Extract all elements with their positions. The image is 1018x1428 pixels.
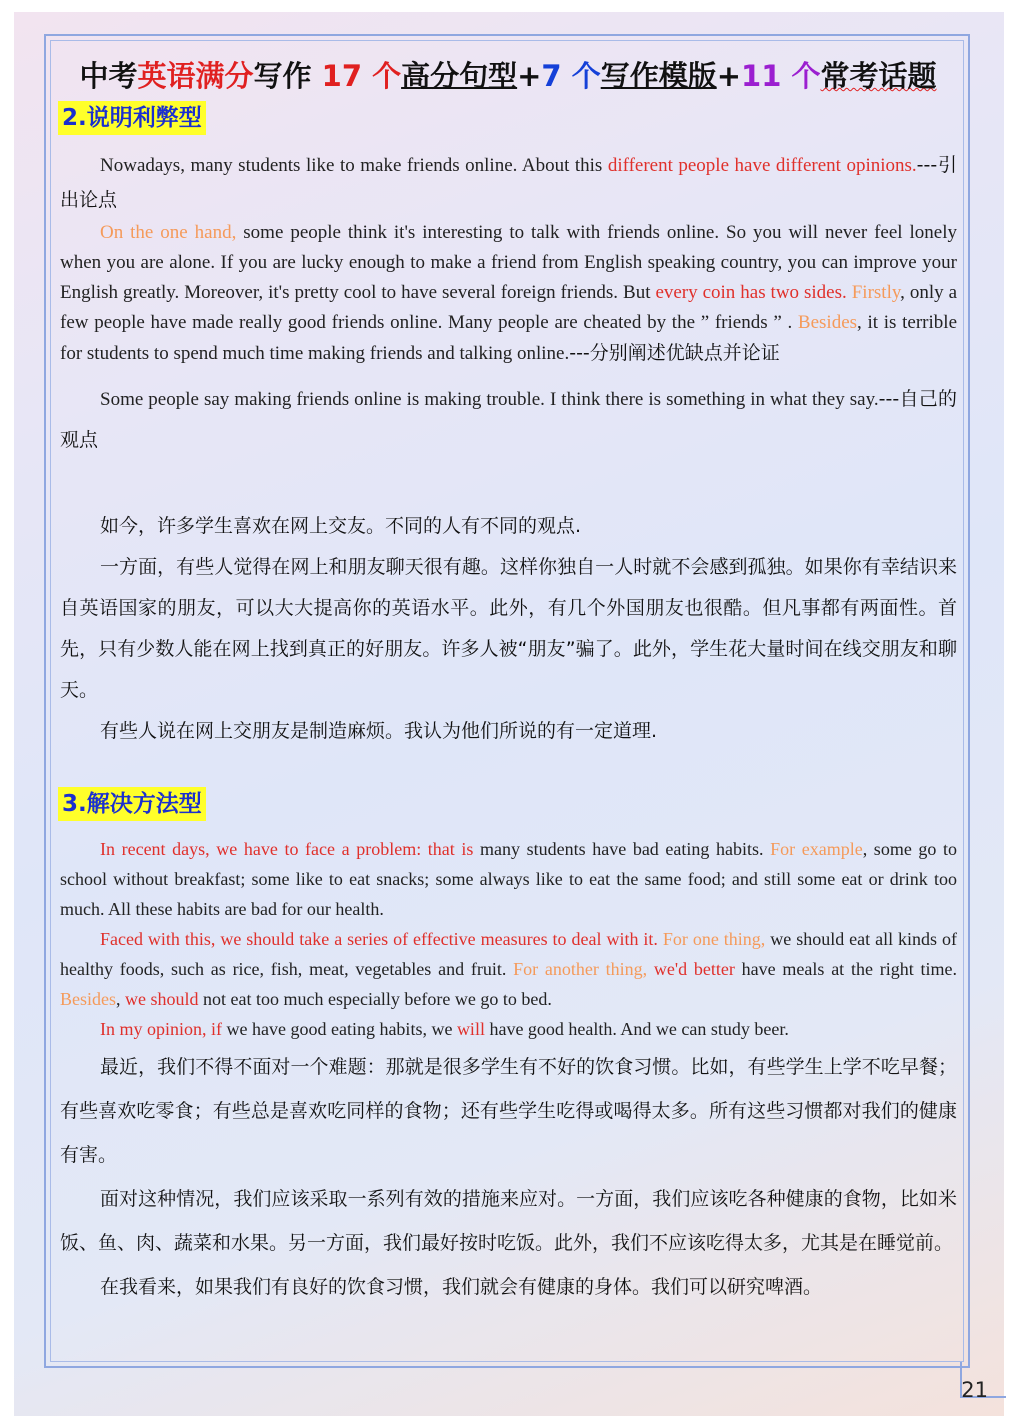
section2-chinese-translation — [60, 506, 957, 752]
section2-english-essay — [60, 148, 957, 461]
translation-paragraph: 有些人说在网上交朋友是制造麻烦。我认为他们所说的有一定道理. — [100, 720, 658, 742]
translation-paragraph: 面对这种情况，我们应该采取一系列有效的措施来应对。一方面，我们应该吃各种健康的食物，比如米饭、鱼、肉、蔬菜和水果。另一方面，我们最好按时吃饭。此外，我们不应该吃得太多，尤其是在睡觉前。 — [60, 1188, 957, 1254]
translation-paragraph: 最近，我们不得不面对一个难题：那就是很多学生有不好的饮食习惯。比如，有些学生上学不吃早餐；有些喜欢吃零食；有些总是喜欢吃同样的食物；还有些学生吃得或喝得太多。所有这些习惯都对我们的健康有害。 — [60, 1056, 957, 1166]
essay-paragraph: Faced with this, we should take a series of effective measures to deal with it. For one thing, we should eat all kinds of healthy foods, such as rice, fish, meat, vegetables and fruit. For another thing, we'd better have meals at the right time. Besides, we should not eat too much especially before we go to bed. — [60, 929, 958, 1009]
page-number: 21 — [961, 1378, 988, 1402]
translation-paragraph: 如今，许多学生喜欢在网上交友。不同的人有不同的观点. — [100, 515, 582, 537]
essay-paragraph: Some people say making friends online is making trouble. I think there is something in what they say.---自己的观点 — [60, 388, 958, 451]
section-heading-solutions: 3.解决方法型 — [58, 787, 206, 821]
essay-paragraph: In recent days, we have to face a problem: that is many students have bad eating habits. For example, some go to school without breakfast; some like to eat snacks; some always like to eat the same food; and still some eat or drink too much. All these habits are bad for our health. — [60, 839, 958, 919]
translation-paragraph: 在我看来，如果我们有良好的饮食习惯，我们就会有健康的身体。我们可以研究啤酒。 — [100, 1276, 823, 1298]
essay-paragraph: Nowadays, many students like to make friends online. About this different people have different opinions.---引出论点 — [60, 154, 957, 211]
page-title: 中考英语满分写作 17 个高分句型+7 个写作模版+11 个常考话题 — [79, 59, 937, 93]
section3-english-essay — [60, 834, 957, 1044]
essay-paragraph: In my opinion, if we have good eating habits, we will have good health. And we can study beer. — [100, 1019, 789, 1039]
section-heading-pros-cons: 2.说明利弊型 — [58, 101, 206, 135]
translation-paragraph: 一方面，有些人觉得在网上和朋友聊天很有趣。这样你独自一人时就不会感到孤独。如果你有幸结识来自英语国家的朋友，可以大大提高你的英语水平。此外，有几个外国朋友也很酷。但凡事都有两面性。首先，只有少数人能在网上找到真正的好朋友。许多人被“朋友”骗了。此外，学生花大量时间在线交朋友和聊天。 — [60, 556, 957, 701]
section3-chinese-translation — [60, 1045, 957, 1309]
essay-paragraph: On the one hand, some people think it's interesting to talk with friends online. So you will never feel lonely when you are alone. If you are lucky enough to make a friend from English speaking country, you can improve your English greatly. Moreover, it's pretty cool to have several foreign friends. But every coin has two sides. Firstly, only a few people have made really good friends online. Many people are cheated by the ” friends ” . Besides, it is terrible for students to spend much time making friends and talking online.---分别阐述优缺点并论证 — [60, 222, 958, 364]
